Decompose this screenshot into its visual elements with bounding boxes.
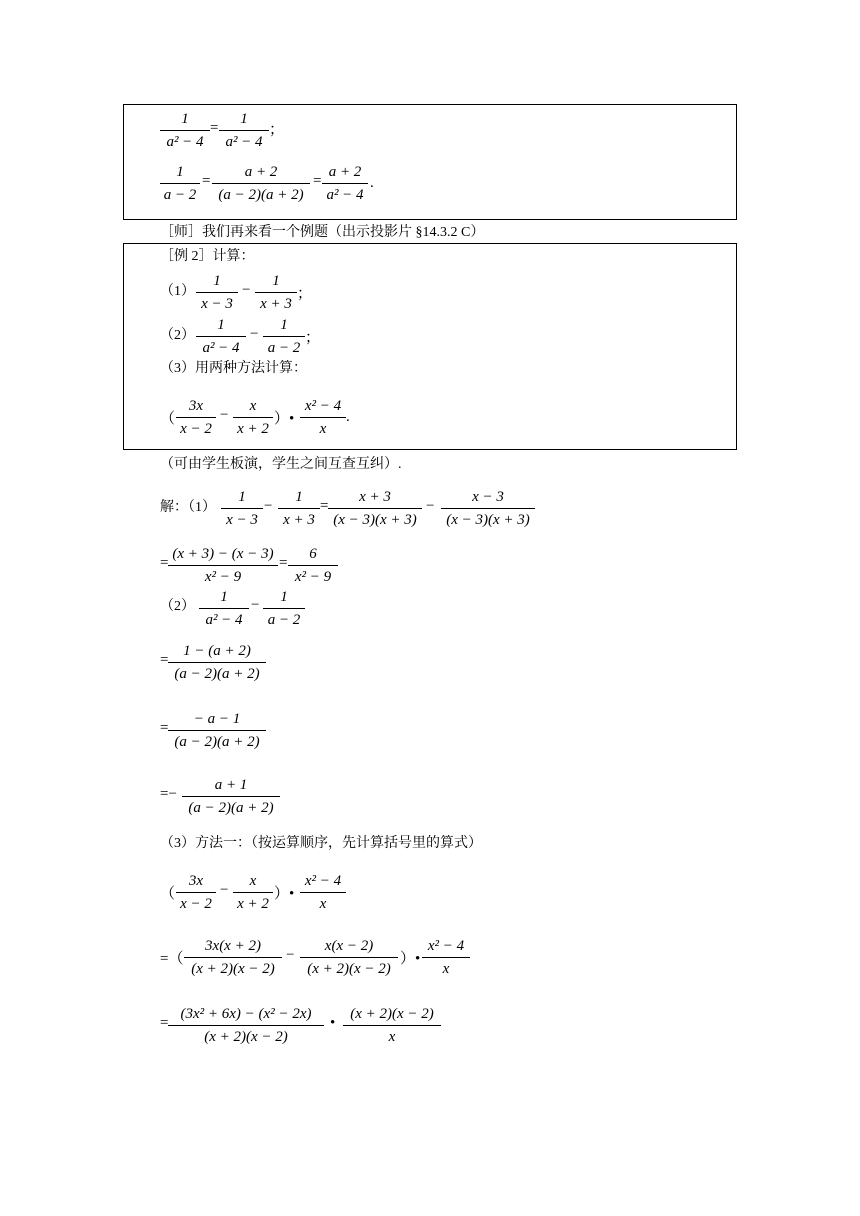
note-text: （可由学生板演，学生之间互查互纠）. — [160, 457, 402, 472]
fraction: x x + 2 — [233, 870, 273, 915]
fraction: a + 1 (a − 2)(a + 2) — [182, 774, 280, 819]
fraction: (3x² + 6x) − (x² − 2x) (x + 2)(x − 2) — [168, 1003, 324, 1048]
right-paren-dot: ）• — [400, 951, 421, 967]
left-paren: （ — [160, 886, 176, 902]
equals-sign: = — [202, 173, 211, 189]
item-label: （1） — [160, 284, 195, 299]
fraction: 1 x + 3 — [255, 270, 297, 315]
minus-sign: − — [251, 597, 260, 613]
method-one-text: （3）方法一：（按运算顺序，先计算括号里的算式） — [160, 836, 482, 851]
equals-sign: = — [279, 555, 288, 571]
equals-sign: = — [210, 120, 219, 136]
multiply-dot: • — [330, 1015, 336, 1031]
equals-left-paren: =（ — [160, 951, 184, 967]
minus-sign: − — [426, 498, 435, 514]
fraction: 1 − (a + 2) (a − 2)(a + 2) — [168, 640, 266, 685]
semicolon: ； — [269, 122, 285, 138]
fraction: x(x − 2) (x + 2)(x − 2) — [300, 935, 398, 980]
fraction: 1 a² − 4 — [199, 586, 249, 631]
fraction: x − 3 (x − 3)(x + 3) — [441, 486, 535, 531]
teacher-remark: ［师］我们再来看一个例题（出示投影片 §14.3.2 C） — [160, 225, 485, 240]
period: . — [370, 175, 374, 191]
example-title: ［例 2］计算： — [160, 249, 255, 264]
equals-sign: = — [160, 1015, 169, 1031]
fraction: x + 3 (x − 3)(x + 3) — [328, 486, 422, 531]
minus-sign: − — [286, 947, 295, 963]
left-paren: （ — [160, 411, 176, 427]
fraction: a + 2 (a − 2)(a + 2) — [212, 161, 310, 206]
fraction: 3x(x + 2) (x + 2)(x − 2) — [184, 935, 282, 980]
minus-sign: − — [220, 882, 229, 898]
equals-sign: = — [313, 173, 322, 189]
item-label: （2） — [160, 599, 195, 614]
item-label: （2） — [160, 328, 195, 343]
right-paren-dot: ）• — [274, 886, 295, 902]
fraction: x² − 4 x — [422, 935, 470, 980]
fraction: 3x x − 2 — [176, 870, 216, 915]
equals-sign: = — [160, 555, 169, 571]
equals-sign: = — [160, 652, 169, 668]
fraction: 1 x − 3 — [221, 486, 263, 531]
fraction: (x + 3) − (x − 3) x² − 9 — [168, 543, 278, 588]
solution-label: 解：（1） — [160, 500, 216, 515]
semicolon: ； — [305, 330, 321, 346]
fraction: a + 2 a² − 4 — [322, 161, 368, 206]
fraction: x² − 4 x — [300, 395, 346, 440]
right-paren-dot: ）• — [274, 411, 295, 427]
period: . — [346, 409, 350, 425]
minus-sign: − — [264, 498, 273, 514]
fraction: 1 a − 2 — [160, 161, 200, 206]
fraction: 1 x − 3 — [196, 270, 238, 315]
minus-sign: − — [242, 282, 251, 298]
fraction: 6 x² − 9 — [288, 543, 338, 588]
fraction: (x + 2)(x − 2) x — [343, 1003, 441, 1048]
fraction: 1 a² − 4 — [196, 314, 246, 359]
equals-sign: = — [160, 720, 169, 736]
fraction: 1 a² − 4 — [219, 108, 269, 153]
minus-sign: − — [220, 407, 229, 423]
item-3-text: （3）用两种方法计算： — [160, 361, 307, 376]
fraction: 1 x + 3 — [278, 486, 320, 531]
semicolon: ； — [297, 286, 313, 302]
fraction: x² − 4 x — [300, 870, 346, 915]
fraction: 3x x − 2 — [176, 395, 216, 440]
equals-sign: = — [320, 498, 329, 514]
fraction: x x + 2 — [233, 395, 273, 440]
fraction: 1 a − 2 — [263, 586, 305, 631]
minus-sign: − — [250, 326, 259, 342]
fraction: 1 a² − 4 — [160, 108, 210, 153]
fraction: − a − 1 (a − 2)(a + 2) — [168, 708, 266, 753]
equals-minus-sign: =− — [160, 786, 177, 802]
fraction: 1 a − 2 — [263, 314, 305, 359]
